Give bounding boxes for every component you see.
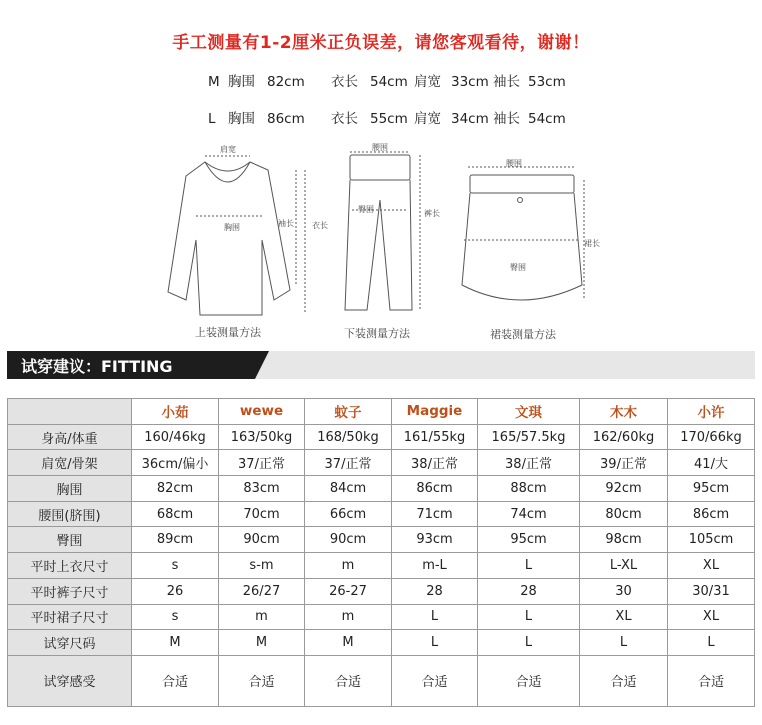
table-cell: 36cm/偏小 <box>132 450 219 476</box>
table-cell: L <box>478 630 580 656</box>
measurement-diagrams <box>0 140 762 340</box>
table-cell: L <box>478 604 580 630</box>
table-cell: s <box>132 553 219 579</box>
row-label: 平时裤子尺寸 <box>8 578 132 604</box>
table-cell: 70cm <box>219 501 305 527</box>
table-cell: s-m <box>219 553 305 579</box>
table-cell: 105cm <box>668 527 755 553</box>
table-cell: 71cm <box>392 501 478 527</box>
skirt-hip-label: 臀围 <box>510 263 526 272</box>
table-cell: 80cm <box>580 501 668 527</box>
table-cell: 26/27 <box>219 578 305 604</box>
table-cell: 165/57.5kg <box>478 424 580 450</box>
skirt-waist-label: 腰围 <box>506 159 522 168</box>
table-cell: 82cm <box>132 476 219 502</box>
table-cell: 90cm <box>219 527 305 553</box>
table-cell: L <box>392 604 478 630</box>
skirt-length-label: 裙长 <box>584 239 600 248</box>
row-label: 腰围(脐围) <box>8 501 132 527</box>
table-cell: XL <box>668 604 755 630</box>
row-label: 身高/体重 <box>8 424 132 450</box>
table-cell: 26-27 <box>305 578 392 604</box>
fitting-banner <box>7 351 755 379</box>
table-cell: m-L <box>392 553 478 579</box>
table-cell: 88cm <box>478 476 580 502</box>
table-cell: 30 <box>580 578 668 604</box>
table-cell: L <box>668 630 755 656</box>
table-cell: 38/正常 <box>392 450 478 476</box>
table-cell: s <box>132 604 219 630</box>
table-cell: 162/60kg <box>580 424 668 450</box>
table-cell: 合适 <box>219 655 305 706</box>
table-cell: XL <box>668 553 755 579</box>
model-name: wewe <box>219 399 305 425</box>
table-cell: 28 <box>392 578 478 604</box>
table-cell: m <box>219 604 305 630</box>
table-cell: XL <box>580 604 668 630</box>
table-cell: 合适 <box>132 655 219 706</box>
pants-hip-label: 臀围 <box>358 205 374 214</box>
table-cell: 86cm <box>668 501 755 527</box>
table-cell: 41/大 <box>668 450 755 476</box>
row-label: 肩宽/骨架 <box>8 450 132 476</box>
top-caption: 上装测量方法 <box>195 326 261 339</box>
table-row <box>8 476 755 502</box>
section-title: 试穿建议：FITTING <box>21 357 173 376</box>
top-length-label: 衣长 <box>312 221 328 230</box>
table-cell: 37/正常 <box>305 450 392 476</box>
table-cell: m <box>305 604 392 630</box>
table-cell: 98cm <box>580 527 668 553</box>
table-cell: 合适 <box>392 655 478 706</box>
size-m-row: M 胸围 82cm 衣长 54cm 肩宽 33cm 袖长 53cm <box>208 74 566 90</box>
table-row <box>8 424 755 450</box>
table-cell: 86cm <box>392 476 478 502</box>
table-row <box>8 450 755 476</box>
pants-length-label: 裤长 <box>424 209 440 218</box>
table-cell: 合适 <box>305 655 392 706</box>
model-name: 小茹 <box>132 399 219 425</box>
table-cell: 合适 <box>668 655 755 706</box>
row-label: 臀围 <box>8 527 132 553</box>
table-cell: 26 <box>132 578 219 604</box>
measurement-notice: 手工测量有1-2厘米正负误差，请您客观看待，谢谢！ <box>172 33 590 53</box>
table-cell: L <box>580 630 668 656</box>
model-name: 蚊子 <box>305 399 392 425</box>
table-cell: 92cm <box>580 476 668 502</box>
table-cell: m <box>305 553 392 579</box>
top-shoulder-label: 肩宽 <box>220 145 236 154</box>
model-header-row <box>8 399 755 425</box>
table-cell: 168/50kg <box>305 424 392 450</box>
row-label: 胸围 <box>8 476 132 502</box>
table-row <box>8 527 755 553</box>
top-garment-diagram <box>168 156 305 315</box>
model-name: 文琪 <box>478 399 580 425</box>
model-name: 木木 <box>580 399 668 425</box>
fitting-table <box>7 398 755 707</box>
table-cell: M <box>305 630 392 656</box>
table-cell: 30/31 <box>668 578 755 604</box>
table-cell: 93cm <box>392 527 478 553</box>
row-label: 试穿尺码 <box>8 630 132 656</box>
model-name: Maggie <box>392 399 478 425</box>
table-cell: 28 <box>478 578 580 604</box>
table-row <box>8 630 755 656</box>
row-label: 试穿感受 <box>8 655 132 706</box>
table-cell: 83cm <box>219 476 305 502</box>
table-cell: 74cm <box>478 501 580 527</box>
table-cell: 37/正常 <box>219 450 305 476</box>
table-cell: M <box>219 630 305 656</box>
row-label: 平时上衣尺寸 <box>8 553 132 579</box>
table-row <box>8 604 755 630</box>
table-row <box>8 578 755 604</box>
table-cell: 160/46kg <box>132 424 219 450</box>
table-cell: 89cm <box>132 527 219 553</box>
skirt-caption: 裙装测量方法 <box>490 328 556 340</box>
table-row <box>8 553 755 579</box>
pants-diagram <box>345 152 420 310</box>
pants-caption: 下装测量方法 <box>344 327 410 340</box>
table-cell: 163/50kg <box>219 424 305 450</box>
size-l-row: L 胸围 86cm 衣长 55cm 肩宽 34cm 袖长 54cm <box>208 111 566 127</box>
corner-cell <box>8 399 132 425</box>
pants-waist-label: 腰围 <box>372 143 388 152</box>
table-cell: 合适 <box>580 655 668 706</box>
table-cell: 170/66kg <box>668 424 755 450</box>
row-label: 平时裙子尺寸 <box>8 604 132 630</box>
table-cell: L-XL <box>580 553 668 579</box>
table-cell: 161/55kg <box>392 424 478 450</box>
top-sleeve-label: 袖长 <box>278 219 294 228</box>
table-cell: 90cm <box>305 527 392 553</box>
size-label: L <box>208 111 216 127</box>
top-chest-label: 胸围 <box>224 223 240 232</box>
table-cell: 39/正常 <box>580 450 668 476</box>
table-cell: 38/正常 <box>478 450 580 476</box>
table-cell: M <box>132 630 219 656</box>
skirt-diagram <box>462 167 584 300</box>
table-cell: L <box>478 553 580 579</box>
table-cell: 68cm <box>132 501 219 527</box>
table-cell: 合适 <box>478 655 580 706</box>
table-cell: 95cm <box>478 527 580 553</box>
model-name: 小许 <box>668 399 755 425</box>
size-label: M <box>208 74 220 90</box>
table-cell: 84cm <box>305 476 392 502</box>
table-cell: L <box>392 630 478 656</box>
table-row <box>8 501 755 527</box>
table-cell: 95cm <box>668 476 755 502</box>
table-cell: 66cm <box>305 501 392 527</box>
table-row <box>8 655 755 706</box>
